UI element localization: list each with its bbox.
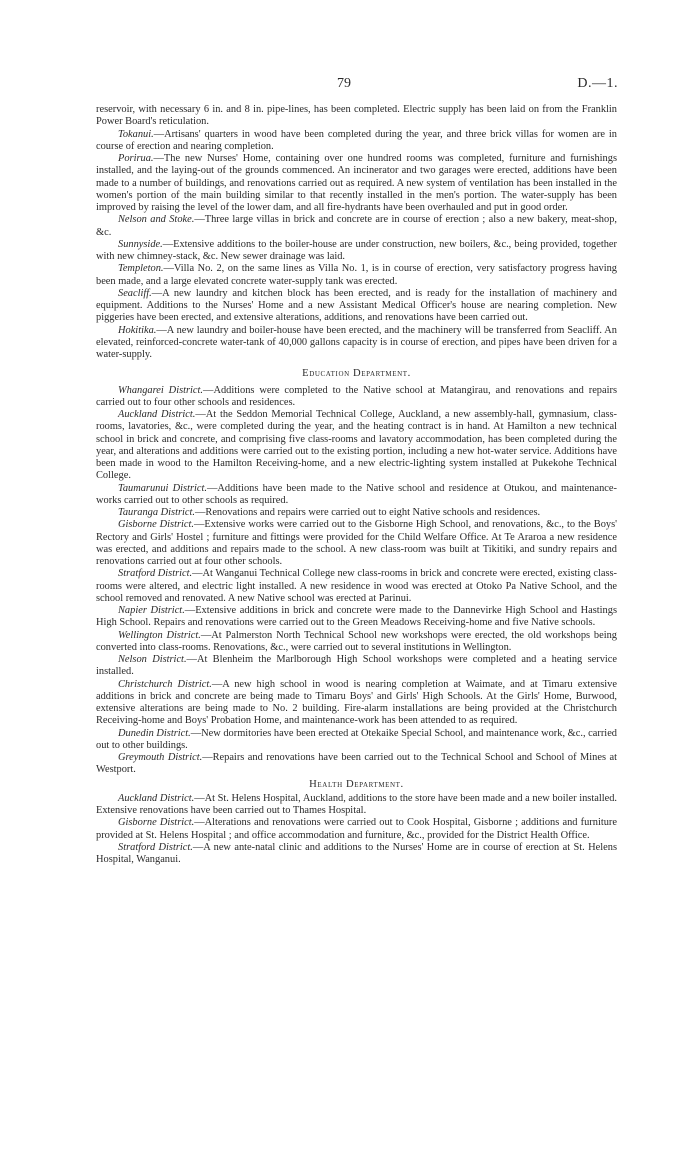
paragraph xyxy=(96,519,617,568)
place-name: Napier District. xyxy=(118,605,185,616)
place-name: Wellington District. xyxy=(118,629,201,641)
paragraph-text: —At St. Helens Hospital, Auckland, additions to the store have been made and a new boiler installed. Extensive renovations have been carried out to Thames Hospital. xyxy=(96,792,617,816)
paragraph xyxy=(96,239,617,264)
place-name: Auckland District. xyxy=(118,409,196,420)
paragraph-text: —Extensive works were carried out to the Gisborne High School, and renovations, &c., to the Boys' Rectory and Girls' Hostel ; furniture and fittings were provided for the Child Welfare Office. At Te Araroa a new residence was erected, and additions and repairs made to the school. A new class-room was built at Tikitiki, and sundry repairs and renovations carried out at four other schools. xyxy=(96,519,617,567)
place-name: Whangarei District. xyxy=(118,384,204,396)
paragraph xyxy=(96,568,617,605)
place-name: Christchurch District. xyxy=(118,678,212,690)
paragraph-text: —The new Nurses' Home, containing over one hundred rooms was completed, furniture and furnishings installed, and the laying-out of the grounds commenced. An incinerator and two garages were erected, additions have been made to a number of buildings, and renovations carried out as required. A new system of ventilation has been installed in the women's portion of the main building similar to that recently installed in the men's portion. The water-supply has been improved by raising the level of the lower dam, and all fire-hydrants have been overhauled and put in good order. xyxy=(96,153,617,213)
education-section xyxy=(96,385,617,777)
place-name: Tokanui. xyxy=(118,128,154,140)
paragraph xyxy=(96,385,617,410)
paragraph-text: —Artisans' quarters in wood have been completed during the year, and three brick villas for women are in course of erection and nearing completion. xyxy=(96,128,617,152)
paragraph-text: —A new laundry and boiler-house have been erected, and the machinery will be transferred from Seacliff. An elevated, reinforced-concrete water-tank of 40,000 gallons capacity is in course of erection, and pipes have been driven for a water-supply. xyxy=(96,324,617,360)
health-section xyxy=(96,793,617,867)
education-heading: Education Department. xyxy=(302,368,411,380)
paragraph xyxy=(96,129,617,154)
paragraph-text: —Three large villas in brick and concrete are in course of erection ; also a new bakery, meat-shop, &c. xyxy=(96,214,617,238)
body-text xyxy=(96,104,617,866)
paragraph xyxy=(96,817,617,842)
paragraph-text: —At Palmerston North Technical School new workshops were erected, the old workshops being converted into class-rooms. Renovations, &c., were carried out to several institutions in Wellington. xyxy=(96,629,617,653)
place-name: Tauranga District. xyxy=(118,507,195,518)
paragraph-text: —At the Seddon Memorial Technical College, Auckland, a new assembly-hall, gymnasium, class-rooms, lavatories, &c., were completed during the year, and the heating contract is in hand. At Hamilton a new technical school in brick and concrete, and comprising five class-rooms and lavatory accommodation, has been completed during the year, and alterations and additions were carried out to the existing portion, including a new hot-water service. Additions have been made in wood to the Hamilton Receiving-home, and a new electric-lighting system installed at Pukekohe Technical College. xyxy=(96,409,617,482)
place-name: Taumarunui District. xyxy=(118,482,207,494)
place-name: Templeton. xyxy=(118,263,164,275)
paragraph xyxy=(96,793,617,818)
works-section xyxy=(96,129,617,362)
paragraph xyxy=(96,409,617,483)
paragraph-text: —Repairs and renovations have been carried out to the Technical School and School of Mines at Westport. xyxy=(96,752,617,776)
page-header xyxy=(0,76,700,94)
place-name: Nelson and Stoke. xyxy=(118,214,195,226)
place-name: Gisborne District. xyxy=(118,817,195,829)
place-name: Stratford District. xyxy=(118,841,193,853)
place-name: Porirua. xyxy=(118,153,154,164)
intro-paragraph: reservoir, with necessary 6 in. and 8 in. pipe-lines, has been completed. Electric supply has been laid on from the Franklin Power Board's reticulation. xyxy=(96,104,617,128)
paragraph-text: —A new laundry and kitchen block has been erected, and is ready for the installation of machinery and equipment. Additions to the Nurses' Home and a new Assistant Medical Officer's house are nearing completion. New piggeries have been erected, and extensive alterations, additions, and renovations have been carried out. xyxy=(96,287,617,324)
paragraph xyxy=(96,728,617,753)
paragraph xyxy=(96,605,617,630)
paragraph xyxy=(96,654,617,679)
paragraph-text: —Renovations and repairs were carried out to eight Native schools and residences. xyxy=(195,507,541,518)
place-name: Stratford District. xyxy=(118,568,193,580)
paragraph-text: —At Blenheim the Marlborough High School workshops were completed and a heating service installed. xyxy=(96,654,617,678)
paragraph-text: —Villa No. 2, on the same lines as Villa No. 1, is in course of erection, very satisfactory progress having been made, and a large elevated concrete water-supply tank was erected. xyxy=(96,263,617,287)
place-name: Auckland District. xyxy=(118,792,195,804)
paragraph-text: —Additions have been made to the Native school and residence at Otukou, and maintenance-works carried out to other schools as required. xyxy=(96,482,617,506)
paragraph xyxy=(96,630,617,655)
paragraph-text: —Extensive additions to the boiler-house are under construction, new boilers, &c., being provided, together with new chimney-stack, &c. New sewer drainage was laid. xyxy=(96,238,617,262)
paragraph xyxy=(96,752,617,777)
paragraph xyxy=(96,288,617,325)
paragraph xyxy=(96,153,617,214)
place-name: Sunnyside. xyxy=(118,238,163,250)
paragraph-text: —At Wanganui Technical College new class-rooms in brick and concrete were erected, existing class-rooms were altered, and electric light installed. A new residence in wood was erected at Otoko Pa Native School, and the school removed and renovated. A new Native school was erected at Parinui. xyxy=(96,568,617,604)
paragraph xyxy=(96,679,617,728)
paragraph-text: —Alterations and renovations were carried out to Cook Hospital, Gisborne ; additions and furniture provided at St. Helens Hospital ; and office accommodation and furniture, &c., provided for the District Health Office. xyxy=(96,817,618,841)
paragraph xyxy=(96,214,617,239)
paragraph xyxy=(96,483,617,508)
paragraph xyxy=(96,507,617,519)
place-name: Seacliff. xyxy=(118,287,152,299)
paragraph-text: —A new ante-natal clinic and additions to the Nurses' Home are in course of erection at St. Helens Hospital, Wanganui. xyxy=(96,841,618,865)
paragraph-text: —Additions were completed to the Native school at Matangirau, and renovations and repairs carried out to four other schools and residences. xyxy=(96,384,617,408)
paragraph-text: —Extensive additions in brick and concrete were made to the Dannevirke High School and Hastings High School. Repairs and renovations were carried out to the Green Meadows Receiving-home and five Native schools. xyxy=(96,605,617,629)
paragraph xyxy=(96,325,617,362)
paragraph xyxy=(96,842,617,867)
place-name: Greymouth District. xyxy=(118,752,203,763)
place-name: Hokitika. xyxy=(118,324,157,336)
place-name: Nelson District. xyxy=(118,654,187,665)
paragraph-text: —New dormitories have been erected at Otekaike Special School, and maintenance work, &c., carried out to other buildings. xyxy=(96,727,617,751)
paragraph xyxy=(96,263,617,288)
health-heading: Health Department. xyxy=(309,778,404,790)
place-name: Gisborne District. xyxy=(118,519,195,531)
paragraph-text: —A new high school in wood is nearing completion at Waimate, and at Timaru extensive additions in brick and concrete are being made to Timaru Boys' and Girls' High Schools. At the Girls' Home, Burwood, extensive alterations are being made to No. 2 building. Fire-alarm installations are being provided at the Christchurch Receiving-home and Boys' Probation Home, and maintenance-work has been attended to as required. xyxy=(96,678,617,727)
place-name: Dunedin District. xyxy=(118,727,191,739)
document-code: D.—1. xyxy=(577,76,618,91)
page-number: 79 xyxy=(337,76,351,91)
